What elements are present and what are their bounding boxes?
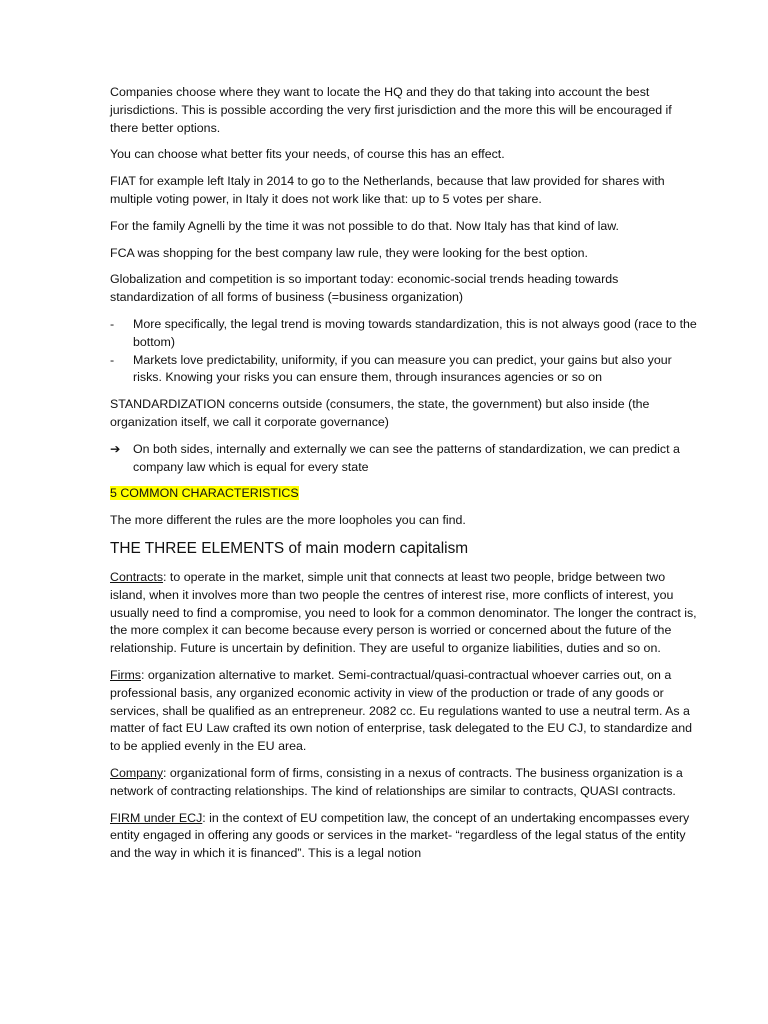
document-page (110, 84, 700, 872)
section-heading: THE THREE ELEMENTS of main modern capitalism (110, 539, 469, 557)
definition-term: Company (110, 765, 164, 780)
paragraph: FCA was shopping for the best company law rule, they were looking for the best option. (110, 245, 588, 260)
paragraph: Companies choose where they want to locate the HQ and they do that taking into account the best jurisdictions. This is possible according the very first jurisdiction and the more this will be encouraged if there better options. (110, 85, 672, 135)
definition-paragraph (110, 765, 700, 801)
definition-text: : in the context of EU competition law, the concept of an undertaking encompasses every entity engaged in offering any goods or services in the market- “regardless of the legal status of the entity and the way in which it is financed”. This is a legal notion (110, 810, 690, 861)
definition-text: : to operate in the market, simple unit that connects at least two people, bridge between two island, when it involves more than two people the centres of interest rise, more conflicts of interest, you usually need to find a compromise, you need to look for a common denominator. The longer the contract is, the more complex it can become because every person is worried or concerned about the future of the relationship. Future is uncertain by definition. They are useful to organize liabilities, duties and so on. (110, 569, 697, 656)
list-item-text: Markets love predictability, uniformity, if you can measure you can predict, your gains but also your risks. Knowing your risks you can ensure them, through insurances agencies or so on (133, 352, 672, 385)
dash-bullet-icon: - (110, 316, 115, 331)
definition-paragraph (110, 569, 700, 658)
list-item (110, 352, 700, 388)
definition-text: : organizational form of firms, consisting in a nexus of contracts. The business organization is a network of contracting relationships. The kind of relationships are similar to contracts, QUASI contracts. (110, 765, 683, 798)
paragraph: STANDARDIZATION concerns outside (consumers, the state, the government) but also inside (the organization itself, we call it corporate governance) (110, 397, 650, 429)
paragraph: FIAT for example left Italy in 2014 to go to the Netherlands, because that law provided for shares with multiple voting power, in Italy it does not work like that: up to 5 votes per share. (110, 174, 665, 206)
highlighted-heading-line (110, 485, 700, 503)
definition-paragraph (110, 667, 700, 756)
arrow-list-item (110, 441, 700, 477)
list-item (110, 316, 700, 352)
dash-list (110, 316, 700, 387)
paragraph: The more different the rules are the more loopholes you can find. (110, 513, 466, 528)
definition-text: : organization alternative to market. Semi-contractual/quasi-contractual whoever carries out, on a professional basis, any organized economic activity in view of the production or trade of any goods or services, shall be qualified as an entrepreneur. 2082 cc. Eu regulations wanted to use a neutral term. As a matter of fact EU Law crafted its own notion of enterprise, task delegated to the EU CJ, to standardize and to be applied evenly in the EU area. (110, 667, 692, 754)
definition-term: Firms (110, 667, 141, 682)
arrow-item-text: On both sides, internally and externally we can see the patterns of standardization, we can predict a company law which is equal for every state (133, 441, 680, 474)
definition-paragraph (110, 810, 700, 863)
arrow-right-icon: ➔ (110, 441, 121, 456)
list-item-text: More specifically, the legal trend is moving towards standardization, this is not always good (race to the bottom) (133, 316, 697, 349)
paragraph: You can choose what better fits your needs, of course this has an effect. (110, 147, 505, 162)
dash-bullet-icon: - (110, 352, 115, 367)
highlighted-heading: 5 COMMON CHARACTERISTICS (110, 486, 299, 501)
definition-term: Contracts (110, 569, 164, 584)
paragraph: Globalization and competition is so important today: economic-social trends heading towards standardization of all forms of business (=business organization) (110, 272, 619, 305)
paragraph: For the family Agnelli by the time it was not possible to do that. Now Italy has that kind of law. (110, 218, 619, 233)
definition-term: FIRM under ECJ (110, 810, 203, 825)
